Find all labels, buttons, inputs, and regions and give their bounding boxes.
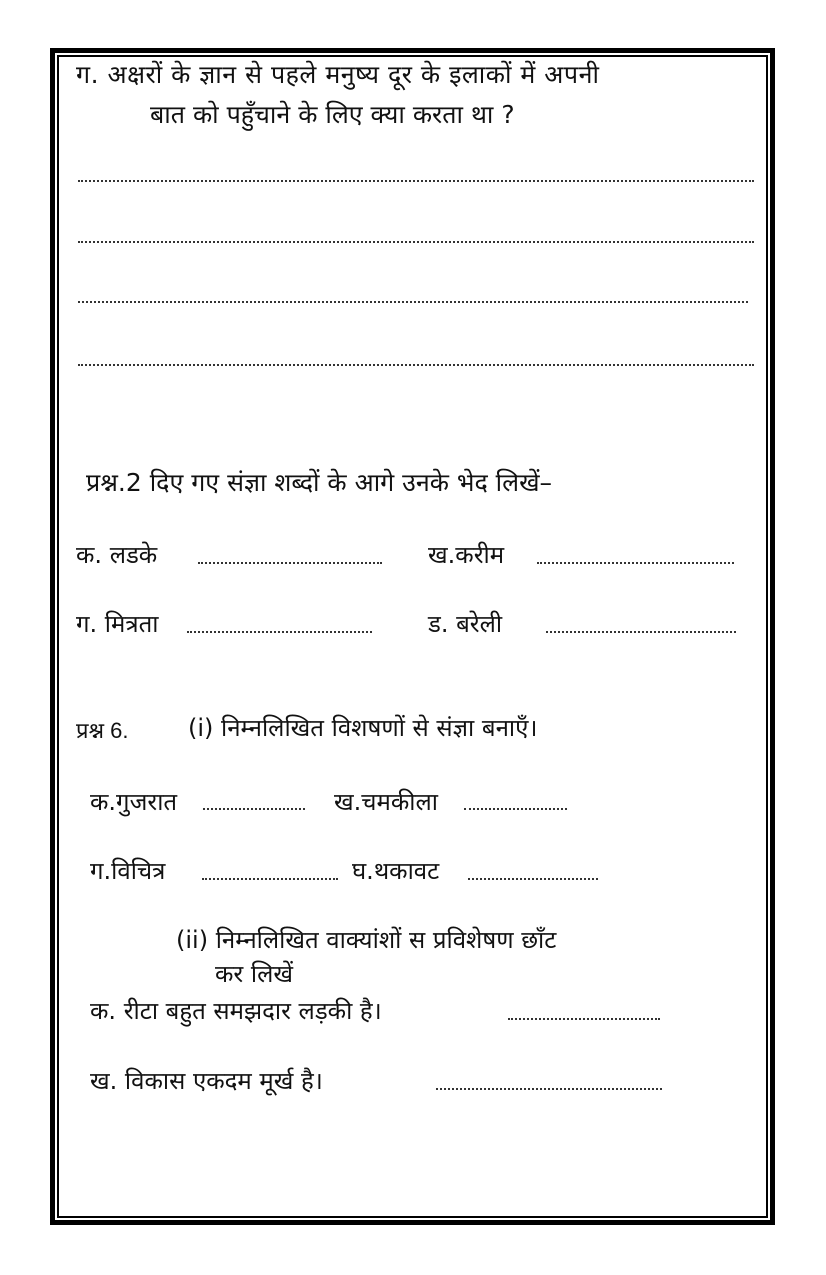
question-ga-line1: ग. अक्षरों के ज्ञान से पहले मनुष्य दूर के इलाकों में अपनी bbox=[76, 60, 600, 89]
q2-answer-kha[interactable] bbox=[537, 562, 734, 564]
q6-item-kha: ख.चमकीला bbox=[334, 788, 438, 816]
q2-item-ga: ग. मित्रता bbox=[76, 610, 159, 638]
answer-line-1[interactable] bbox=[78, 180, 754, 182]
q2-answer-ga[interactable] bbox=[187, 631, 372, 633]
q2-item-ka: क. लडके bbox=[76, 541, 158, 569]
question-6-part-ii-line1: (ii) निम्नलिखित वाक्यांशों स प्रविशेषण छाँट bbox=[176, 926, 557, 954]
q2-answer-da[interactable] bbox=[546, 631, 736, 633]
question-6-part-ii-line2: कर लिखें bbox=[215, 960, 293, 988]
q6-answer-kha[interactable] bbox=[464, 808, 567, 810]
q6-item-gha: घ.थकावट bbox=[352, 857, 440, 885]
answer-line-3[interactable] bbox=[78, 301, 748, 303]
page-border-inner bbox=[57, 55, 768, 1218]
answer-line-4[interactable] bbox=[78, 364, 754, 366]
q2-answer-ka[interactable] bbox=[198, 562, 382, 564]
q6-answer-ga[interactable] bbox=[202, 878, 338, 880]
q6-item-ka: क.गुजरात bbox=[90, 788, 178, 816]
answer-line-2[interactable] bbox=[78, 241, 754, 243]
question-2-heading: प्रश्न.2 दिए गए संज्ञा शब्दों के आगे उनके भेद लिखें– bbox=[86, 468, 553, 497]
question-6-part-i: (i) निम्नलिखित विशषणों से संज्ञा बनाएँ। bbox=[188, 714, 538, 742]
q6-sentence-answer-ka[interactable] bbox=[508, 1018, 660, 1020]
q6-sentence-answer-kha[interactable] bbox=[436, 1088, 662, 1090]
question-6-label: प्रश्न 6. bbox=[76, 718, 129, 743]
q6-answer-gha[interactable] bbox=[468, 878, 598, 880]
q6-sentence-kha: ख. विकास एकदम मूर्ख है। bbox=[90, 1067, 323, 1095]
question-ga-line2: बात को पहुँचाने के लिए क्या करता था ? bbox=[150, 100, 515, 129]
q6-sentence-ka: क. रीटा बहुत समझदार लड़की है। bbox=[90, 997, 382, 1025]
q6-item-ga: ग.विचित्र bbox=[90, 857, 166, 885]
q6-answer-ka[interactable] bbox=[203, 808, 305, 810]
q2-item-kha: ख.करीम bbox=[428, 541, 505, 569]
q2-item-da: ड. बरेली bbox=[428, 610, 503, 638]
